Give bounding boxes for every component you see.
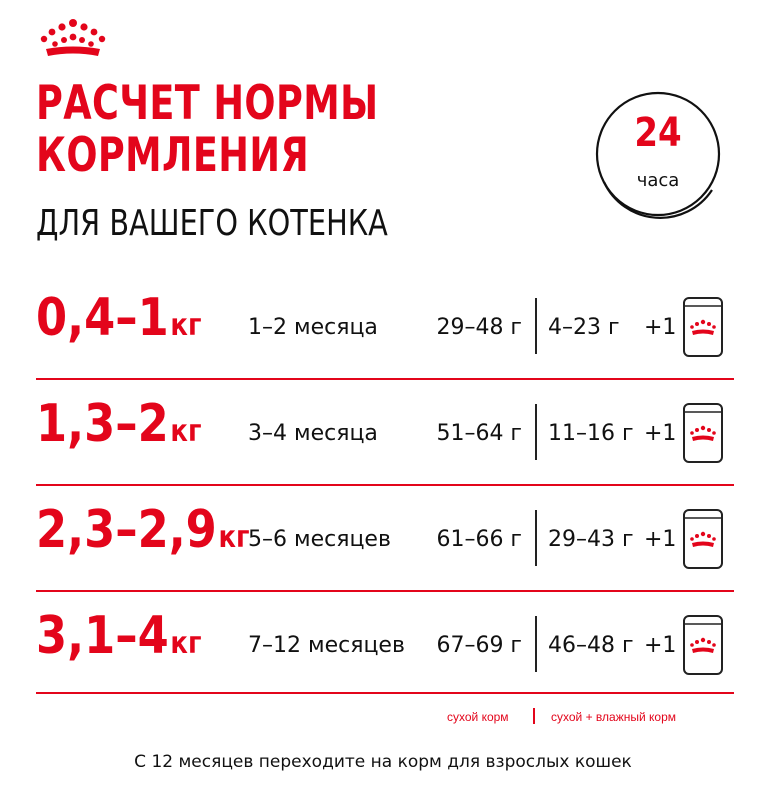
clock-label: часа xyxy=(636,170,680,191)
footer-note: С 12 месяцев переходите на корм для взрослых кошек xyxy=(134,752,632,772)
dry-food-amount: 67–69 г xyxy=(436,632,522,658)
wet-mix-amount: 4–23 г xyxy=(548,314,620,340)
dry-food-amount: 61–66 г xyxy=(436,526,522,552)
dry-food-amount: 51–64 г xyxy=(436,420,522,446)
weight-unit: кг xyxy=(170,626,202,661)
food-pouch-icon xyxy=(682,402,724,464)
weight-range xyxy=(36,500,250,560)
weight-unit: кг xyxy=(170,414,202,449)
wet-mix-amount: 11–16 г xyxy=(548,420,634,446)
table-row xyxy=(36,380,734,486)
weight-unit: кг xyxy=(218,520,250,555)
crown-logo xyxy=(38,18,108,60)
age-range: 7–12 месяцев xyxy=(248,632,405,658)
pouch-count: +1 xyxy=(644,526,677,552)
food-pouch-icon xyxy=(682,296,724,358)
legend-dry-food: сухой корм xyxy=(447,710,509,724)
title-line-2: КОРМЛЕНИЯ xyxy=(36,128,310,183)
column-separator xyxy=(535,404,537,460)
weight-range xyxy=(36,288,201,348)
food-pouch-icon xyxy=(682,508,724,570)
weight-range xyxy=(36,394,201,454)
weight-unit: кг xyxy=(170,308,202,343)
row-divider xyxy=(36,692,734,694)
column-separator xyxy=(535,298,537,354)
page-title xyxy=(36,78,378,182)
pouch-count: +1 xyxy=(644,632,677,658)
wet-mix-amount: 46–48 г xyxy=(548,632,634,658)
weight-value: 3,1–4 xyxy=(36,606,169,666)
weight-value: 2,3–2,9 xyxy=(36,500,217,560)
dry-food-amount: 29–48 г xyxy=(436,314,522,340)
clock-value: 24 xyxy=(634,110,682,156)
column-separator xyxy=(535,616,537,672)
legend xyxy=(0,710,766,728)
weight-value: 0,4–1 xyxy=(36,288,169,348)
table-row xyxy=(36,486,734,592)
age-range: 3–4 месяца xyxy=(248,420,378,446)
legend-dry-wet-food: сухой + влажный корм xyxy=(551,710,676,724)
pouch-count: +1 xyxy=(644,314,677,340)
column-separator xyxy=(535,510,537,566)
wet-mix-amount: 29–43 г xyxy=(548,526,634,552)
page-subtitle: ДЛЯ ВАШЕГО КОТЕНКА xyxy=(36,203,388,244)
weight-range xyxy=(36,606,201,666)
food-pouch-icon xyxy=(682,614,724,676)
title-line-1: РАСЧЕТ НОРМЫ xyxy=(36,76,379,131)
table-row xyxy=(36,592,734,698)
legend-separator xyxy=(533,708,535,724)
table-row xyxy=(36,274,734,380)
weight-value: 1,3–2 xyxy=(36,394,169,454)
age-range: 1–2 месяца xyxy=(248,314,378,340)
pouch-count: +1 xyxy=(644,420,677,446)
age-range: 5–6 месяцев xyxy=(248,526,391,552)
